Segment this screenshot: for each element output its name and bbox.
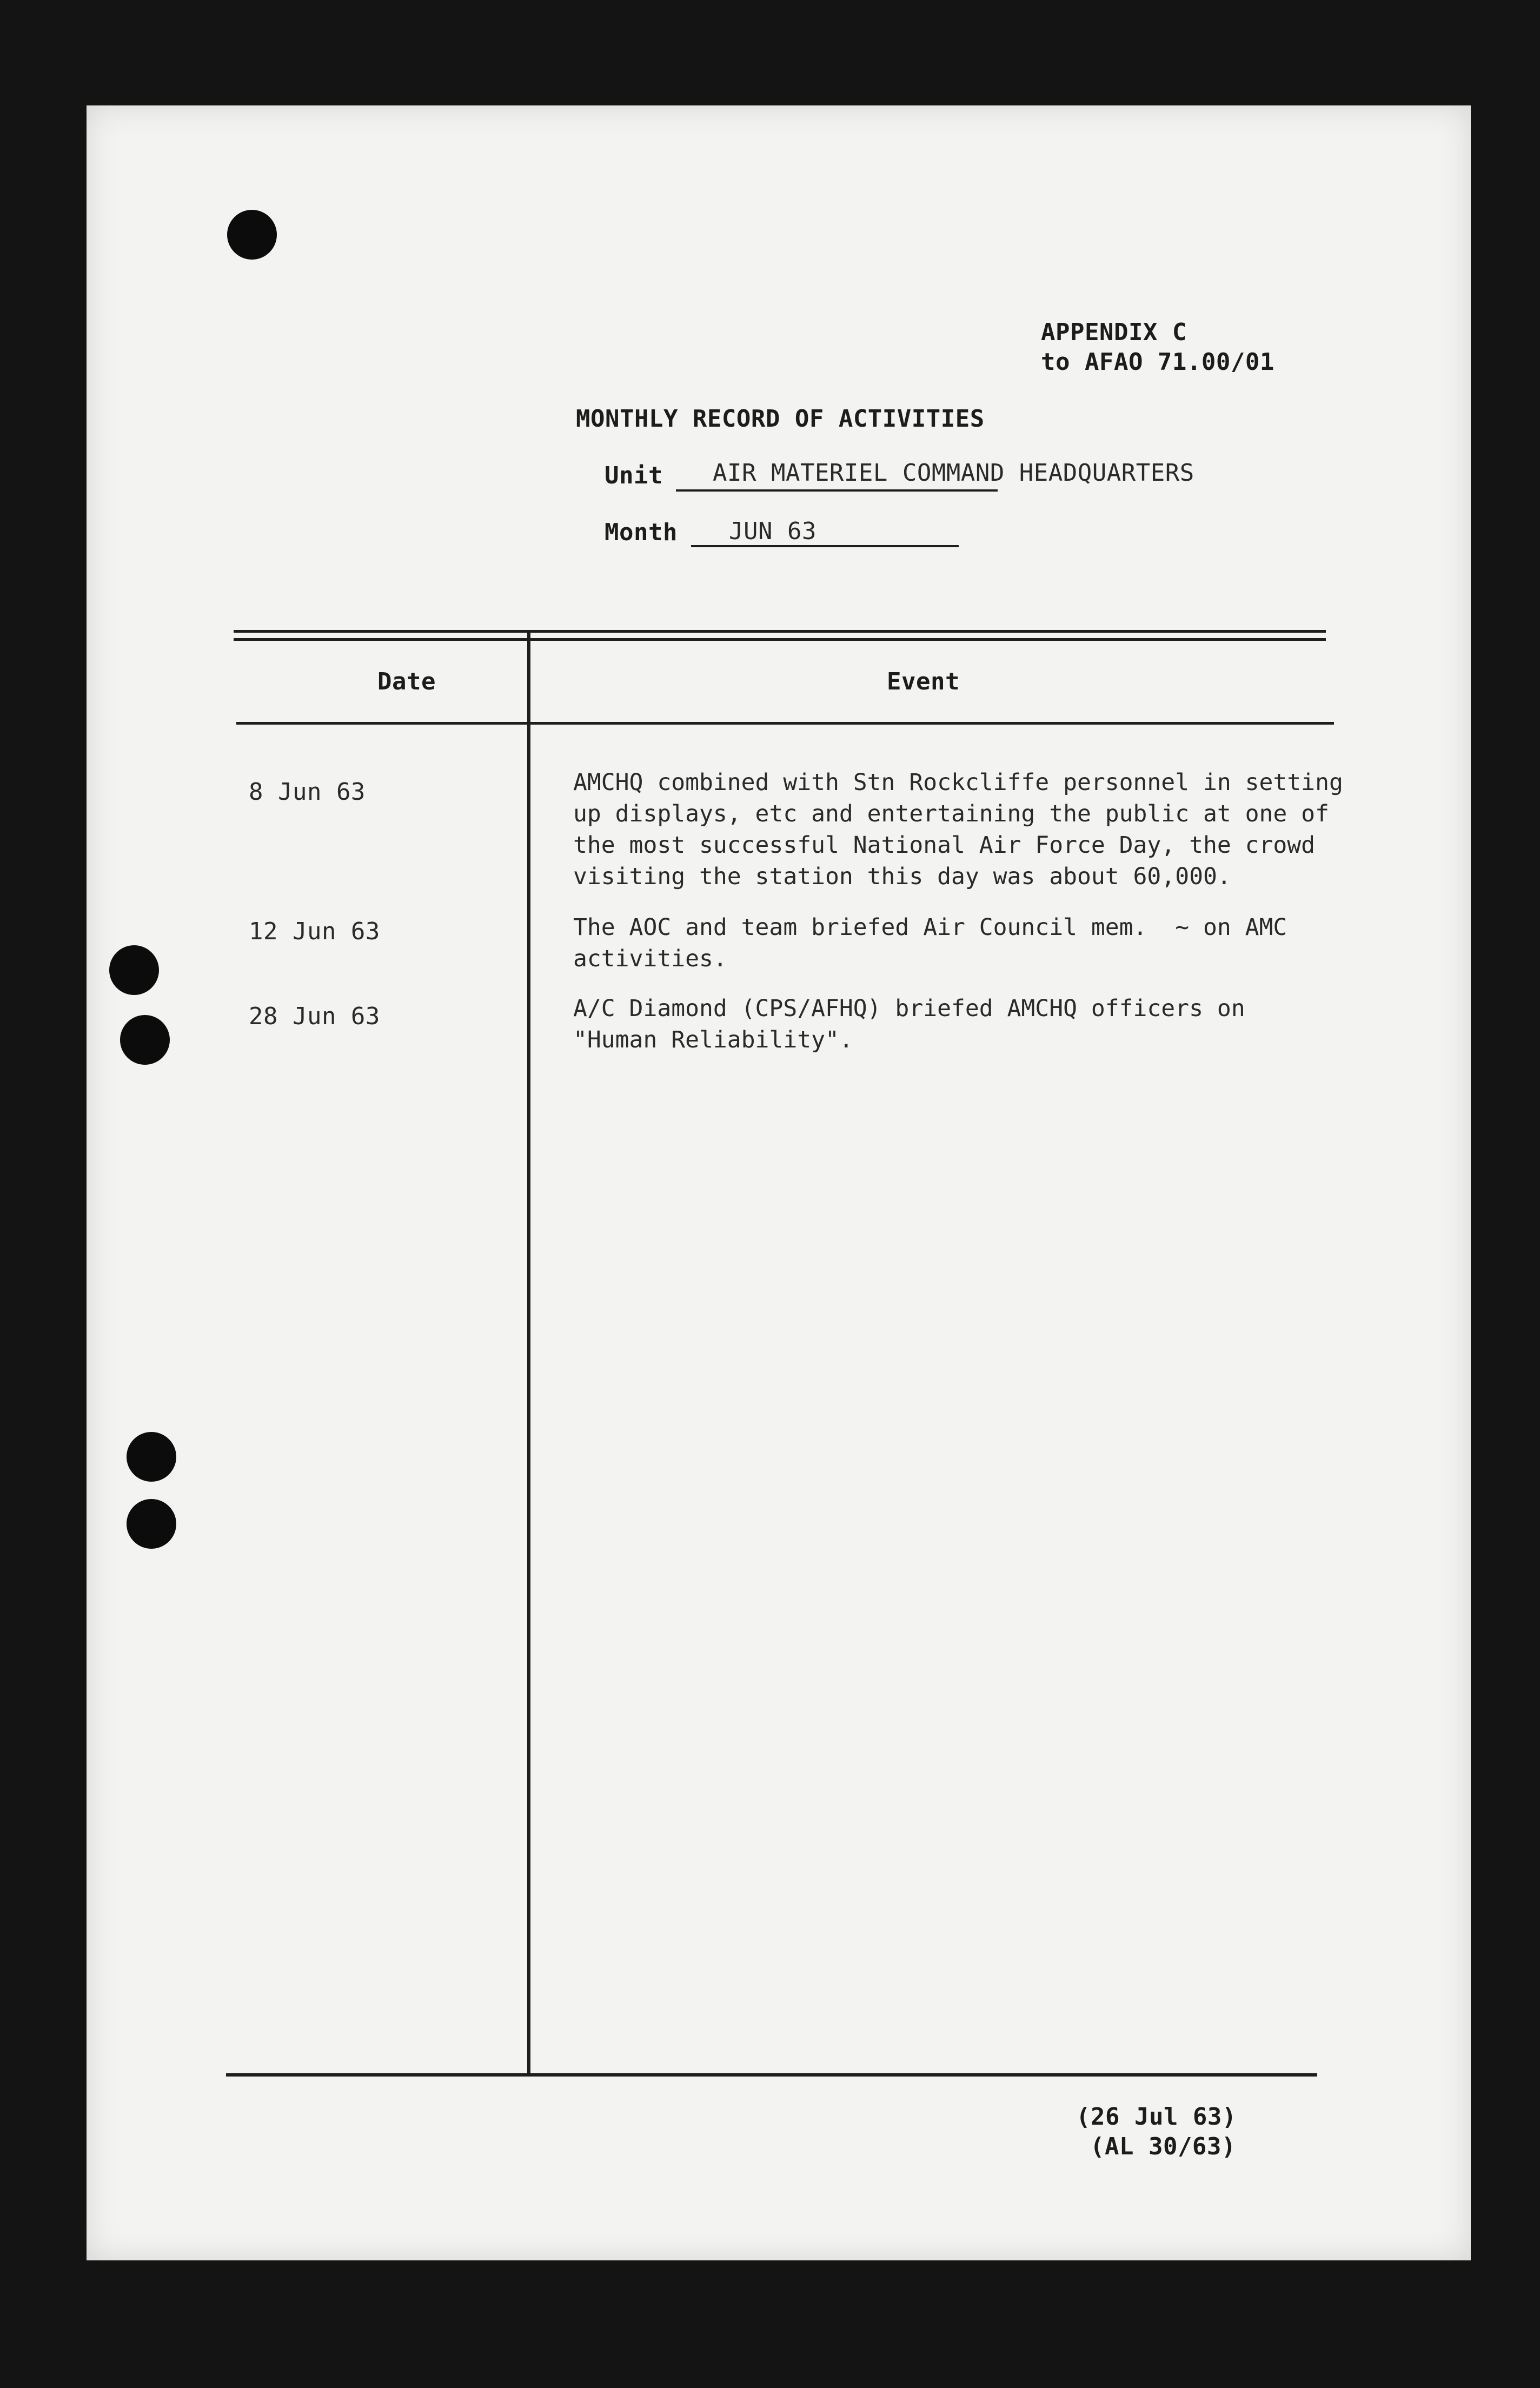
punch-hole-lower-2 <box>127 1499 176 1549</box>
punch-hole-top <box>227 210 277 260</box>
row-1-date: 8 Jun 63 <box>249 778 366 806</box>
column-header-date: Date <box>377 668 436 695</box>
row-2-event: The AOC and team briefed Air Council mem. ~ on AMC activities. <box>573 914 1287 972</box>
table-header-rule <box>236 722 1334 725</box>
appendix-line-2: to AFAO 71.00/01 <box>1041 348 1275 376</box>
row-2-date: 12 Jun 63 <box>249 918 380 945</box>
table-top-rule-1 <box>234 630 1326 633</box>
unit-underline <box>676 489 998 492</box>
row-3-date: 28 Jun 63 <box>249 1003 380 1030</box>
table-bottom-rule <box>226 2073 1317 2077</box>
row-1-event: AMCHQ combined with Stn Rockcliffe personnel in setting up displays, etc and entertaining the public at one of the most successful National Air Force Day, the crowd visiting the station this day was about 60,000. <box>573 769 1343 890</box>
column-header-event: Event <box>887 668 960 695</box>
footer-date-reference: (26 Jul 63) <box>1076 2103 1237 2131</box>
punch-hole-upper-1 <box>109 945 159 995</box>
month-underline <box>691 545 959 547</box>
punch-hole-lower-1 <box>127 1432 176 1482</box>
month-value: JUN 63 <box>729 518 817 545</box>
footer-amendment-reference: (AL 30/63) <box>1090 2133 1236 2160</box>
column-divider <box>527 632 530 2077</box>
appendix-line-1: APPENDIX C <box>1041 319 1187 346</box>
table-top-rule-2 <box>234 638 1326 641</box>
page-title: MONTHLY RECORD OF ACTIVITIES <box>576 405 985 433</box>
month-label: Month <box>605 519 678 546</box>
punch-hole-upper-2 <box>120 1015 170 1065</box>
unit-label: Unit <box>605 462 663 489</box>
unit-value: AIR MATERIEL COMMAND HEADQUARTERS <box>713 459 1194 487</box>
row-3-event: A/C Diamond (CPS/AFHQ) briefed AMCHQ officers on "Human Reliability". <box>573 995 1245 1053</box>
